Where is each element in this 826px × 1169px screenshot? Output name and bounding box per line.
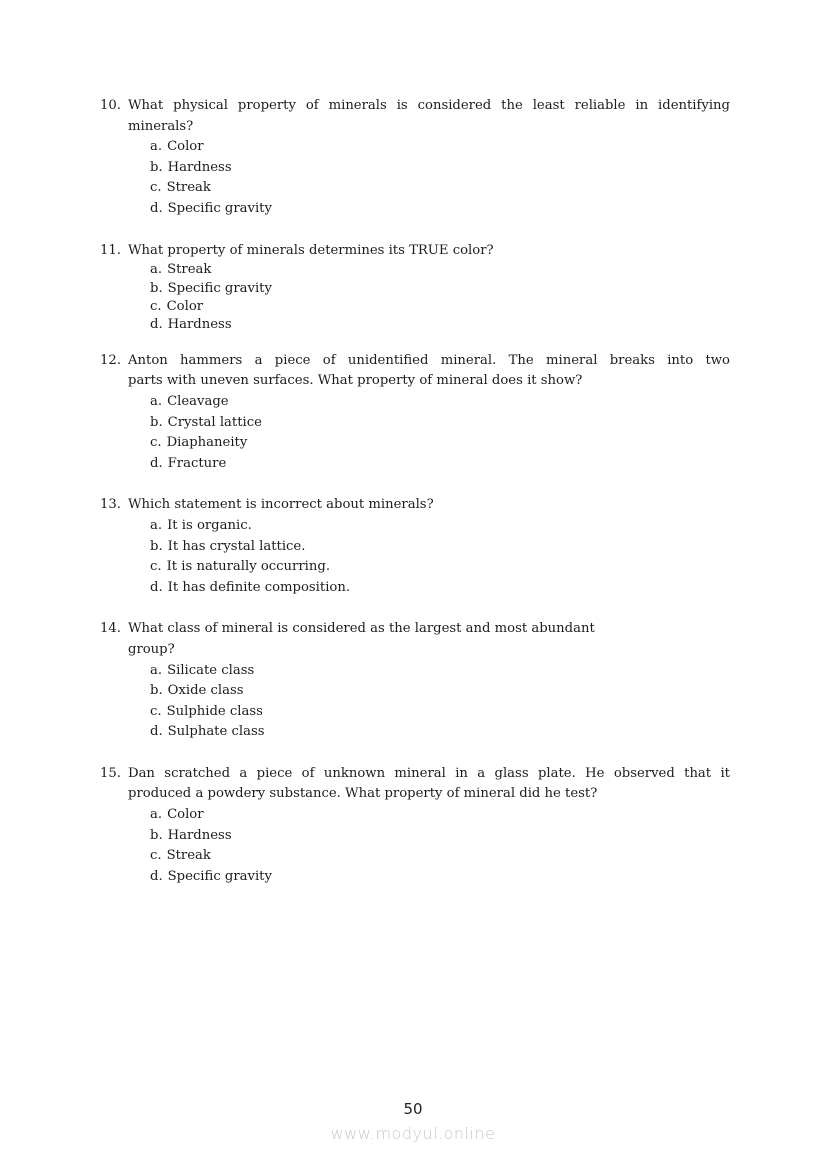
option-item [150, 433, 730, 454]
question-text-line: Anton hammers a piece of unidentified mineral. The mineral breaks into two [128, 352, 730, 368]
question-item [100, 495, 730, 598]
option-letter: a. [150, 807, 163, 823]
question-item [100, 351, 730, 475]
question-text-line: What class of mineral is considered as the largest and most abundant [128, 621, 595, 637]
option-text: Specific gravity [167, 200, 272, 216]
option-text: It has definite composition. [167, 579, 351, 595]
option-item [150, 805, 730, 826]
option-item [150, 261, 730, 279]
option-text: Streak [167, 262, 212, 278]
option-text: Hardness [167, 317, 232, 333]
option-letter: a. [150, 662, 163, 678]
option-text: Fracture [167, 455, 227, 471]
option-text: Streak [166, 848, 211, 864]
option-item [150, 826, 730, 847]
option-item [150, 178, 730, 199]
option-letter: b. [150, 827, 163, 843]
question-number: 13. [100, 497, 121, 513]
option-letter: c. [150, 559, 162, 575]
option-text: Specific gravity [167, 868, 272, 884]
option-text: Color [166, 298, 204, 314]
question-item [100, 241, 730, 335]
options-list [128, 516, 730, 598]
option-text: Color [167, 807, 204, 823]
option-letter: d. [150, 455, 163, 471]
option-text: Hardness [167, 827, 232, 843]
question-text-line: What physical property of minerals is considered the least reliable in identifying [128, 98, 730, 113]
option-text: Silicate class [167, 662, 255, 678]
question-item [100, 619, 730, 743]
option-item [150, 280, 730, 298]
question-number: 11. [100, 242, 121, 258]
option-letter: b. [150, 683, 163, 699]
question-text-line: Dan scratched a piece of unknown mineral in a glass plate. He observed that it [128, 765, 730, 781]
watermark: www.modyul.online [330, 1124, 496, 1143]
question-number: 15. [100, 765, 121, 781]
option-letter: b. [150, 159, 163, 175]
option-item [150, 158, 730, 179]
option-item [150, 557, 730, 578]
option-text: Sulphate class [167, 724, 265, 740]
option-text: It is organic. [167, 517, 252, 533]
option-item [150, 454, 730, 475]
option-item [150, 298, 730, 316]
options-list [128, 261, 730, 335]
page-number: 50 [403, 1100, 423, 1118]
question-text-line: group? [128, 641, 175, 657]
question-text-line: Which statement is incorrect about minerals? [128, 497, 434, 513]
option-item [150, 516, 730, 537]
question-item [100, 764, 730, 888]
quiz-questions-list [100, 96, 730, 908]
option-text: Sulphide class [166, 703, 263, 719]
option-item [150, 392, 730, 413]
option-text: Diaphaneity [166, 435, 248, 451]
option-item [150, 846, 730, 867]
option-letter: a. [150, 262, 163, 278]
option-text: Cleavage [167, 393, 229, 409]
options-list [128, 137, 730, 219]
option-letter: c. [150, 180, 162, 196]
option-item [150, 722, 730, 743]
options-list [128, 805, 730, 887]
option-letter: d. [150, 200, 163, 216]
option-letter: a. [150, 393, 163, 409]
option-item [150, 681, 730, 702]
option-text: Color [167, 139, 204, 155]
option-letter: b. [150, 538, 163, 554]
option-item [150, 867, 730, 888]
option-text: Hardness [167, 159, 232, 175]
question-text-line: parts with uneven surfaces. What property of mineral does it show? [128, 373, 583, 389]
option-letter: a. [150, 517, 163, 533]
option-item [150, 537, 730, 558]
option-letter: d. [150, 868, 163, 884]
option-text: Streak [166, 180, 211, 196]
option-item [150, 413, 730, 434]
option-text: Crystal lattice [167, 414, 262, 430]
options-list [128, 661, 730, 743]
option-text: Specific gravity [167, 280, 272, 296]
option-letter: c. [150, 298, 162, 314]
option-letter: d. [150, 724, 163, 740]
option-item [150, 702, 730, 723]
question-number: 10. [100, 98, 121, 113]
option-item [150, 137, 730, 158]
option-item [150, 316, 730, 334]
option-letter: d. [150, 579, 163, 595]
option-item [150, 199, 730, 220]
options-list [128, 392, 730, 474]
question-item [100, 96, 730, 220]
option-letter: d. [150, 317, 163, 333]
option-text: It has crystal lattice. [167, 538, 306, 554]
option-item [150, 661, 730, 682]
question-number: 14. [100, 621, 121, 637]
option-letter: b. [150, 280, 163, 296]
question-text-line: What property of minerals determines its TRUE color? [128, 242, 494, 258]
option-letter: a. [150, 139, 163, 155]
option-letter: c. [150, 703, 162, 719]
option-item [150, 578, 730, 599]
option-letter: c. [150, 848, 162, 864]
option-text: Oxide class [167, 683, 244, 699]
question-text-line: produced a powdery substance. What property of mineral did he test? [128, 786, 598, 802]
question-number: 12. [100, 352, 121, 368]
option-letter: c. [150, 435, 162, 451]
option-text: It is naturally occurring. [166, 559, 331, 575]
question-text-line: minerals? [128, 118, 194, 134]
option-letter: b. [150, 414, 163, 430]
